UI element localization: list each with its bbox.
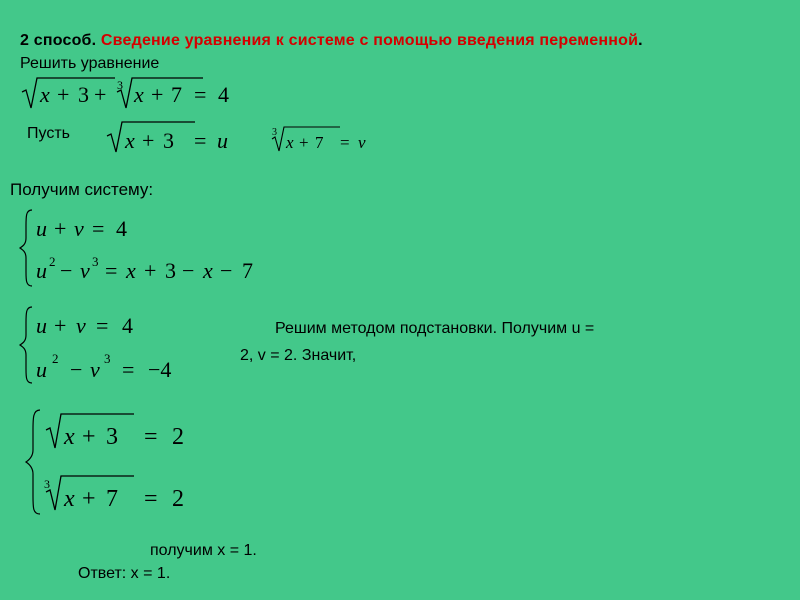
- task-label: Решить уравнение: [20, 55, 160, 72]
- svg-text:7: 7: [315, 133, 324, 152]
- svg-text:=: =: [96, 313, 109, 338]
- svg-text:4: 4: [122, 313, 133, 338]
- system-3: [26, 408, 216, 518]
- svg-text:2: 2: [49, 254, 56, 269]
- svg-text:3: 3: [165, 258, 176, 283]
- svg-text:+: +: [57, 82, 70, 107]
- svg-text:u: u: [217, 128, 228, 153]
- svg-text:+: +: [151, 82, 164, 107]
- svg-text:+: +: [142, 128, 155, 153]
- svg-text:+: +: [94, 82, 107, 107]
- svg-text:−: −: [70, 357, 83, 382]
- svg-text:=: =: [194, 128, 207, 153]
- method-heading: [20, 32, 643, 50]
- substitution-u: [105, 118, 245, 158]
- svg-text:−: −: [220, 258, 233, 283]
- svg-text:u: u: [36, 357, 47, 382]
- svg-text:=: =: [144, 486, 158, 512]
- main-equation: [20, 74, 250, 114]
- svg-text:+: +: [54, 216, 67, 241]
- substitution-v: [272, 125, 392, 155]
- svg-text:=: =: [92, 216, 105, 241]
- svg-text:7: 7: [106, 486, 118, 512]
- svg-text:v: v: [358, 133, 366, 152]
- svg-text:3: 3: [163, 128, 174, 153]
- svg-text:=: =: [340, 133, 350, 152]
- svg-text:−4: −4: [148, 357, 172, 382]
- svg-text:+: +: [54, 313, 67, 338]
- svg-text:−: −: [182, 258, 195, 283]
- svg-text:3: 3: [106, 424, 118, 450]
- svg-text:3: 3: [78, 82, 89, 107]
- svg-text:+: +: [144, 258, 157, 283]
- method-text-line2: 2, v = 2. Значит,: [240, 347, 357, 364]
- svg-text:2: 2: [52, 351, 59, 366]
- svg-text:x: x: [286, 133, 294, 152]
- svg-text:x: x: [64, 424, 75, 450]
- svg-text:3: 3: [272, 127, 277, 138]
- svg-text:u: u: [36, 258, 47, 283]
- heading-title: Сведение уравнения к системе с помощью введения переменной: [100, 32, 639, 49]
- svg-text:3: 3: [104, 351, 111, 366]
- svg-text:x: x: [125, 128, 135, 153]
- method-text-line1: Решим методом подстановки. Получим u =: [275, 320, 595, 337]
- system-label: Получим систему:: [10, 180, 154, 199]
- svg-text:x: x: [134, 82, 144, 107]
- svg-text:4: 4: [116, 216, 127, 241]
- svg-text:+: +: [82, 486, 96, 512]
- svg-text:3: 3: [44, 477, 50, 491]
- svg-text:4: 4: [218, 82, 229, 107]
- svg-text:u: u: [36, 216, 47, 241]
- svg-text:3: 3: [92, 254, 99, 269]
- svg-text:x: x: [64, 486, 75, 512]
- answer-text: Ответ: x = 1.: [78, 565, 171, 582]
- svg-text:v: v: [74, 216, 84, 241]
- result-text: получим x = 1.: [150, 542, 257, 559]
- svg-text:v: v: [90, 357, 100, 382]
- svg-text:3: 3: [117, 78, 123, 92]
- svg-text:+: +: [299, 133, 309, 152]
- let-label: Пусть: [27, 125, 70, 142]
- svg-text:2: 2: [172, 424, 184, 450]
- svg-text:x: x: [203, 258, 213, 283]
- svg-text:2: 2: [172, 486, 184, 512]
- svg-text:=: =: [144, 424, 158, 450]
- svg-text:−: −: [60, 258, 73, 283]
- system-1: [20, 208, 280, 288]
- svg-text:v: v: [76, 313, 86, 338]
- svg-text:=: =: [194, 82, 207, 107]
- system-2: [20, 305, 220, 385]
- svg-text:7: 7: [242, 258, 253, 283]
- svg-text:v: v: [80, 258, 90, 283]
- svg-text:+: +: [82, 424, 96, 450]
- heading-suffix: .: [638, 32, 643, 49]
- svg-text:7: 7: [171, 82, 182, 107]
- svg-text:=: =: [122, 357, 135, 382]
- svg-text:u: u: [36, 313, 47, 338]
- svg-text:x: x: [40, 82, 50, 107]
- svg-text:=: =: [105, 258, 118, 283]
- heading-prefix: 2 способ.: [20, 32, 101, 49]
- svg-text:x: x: [126, 258, 136, 283]
